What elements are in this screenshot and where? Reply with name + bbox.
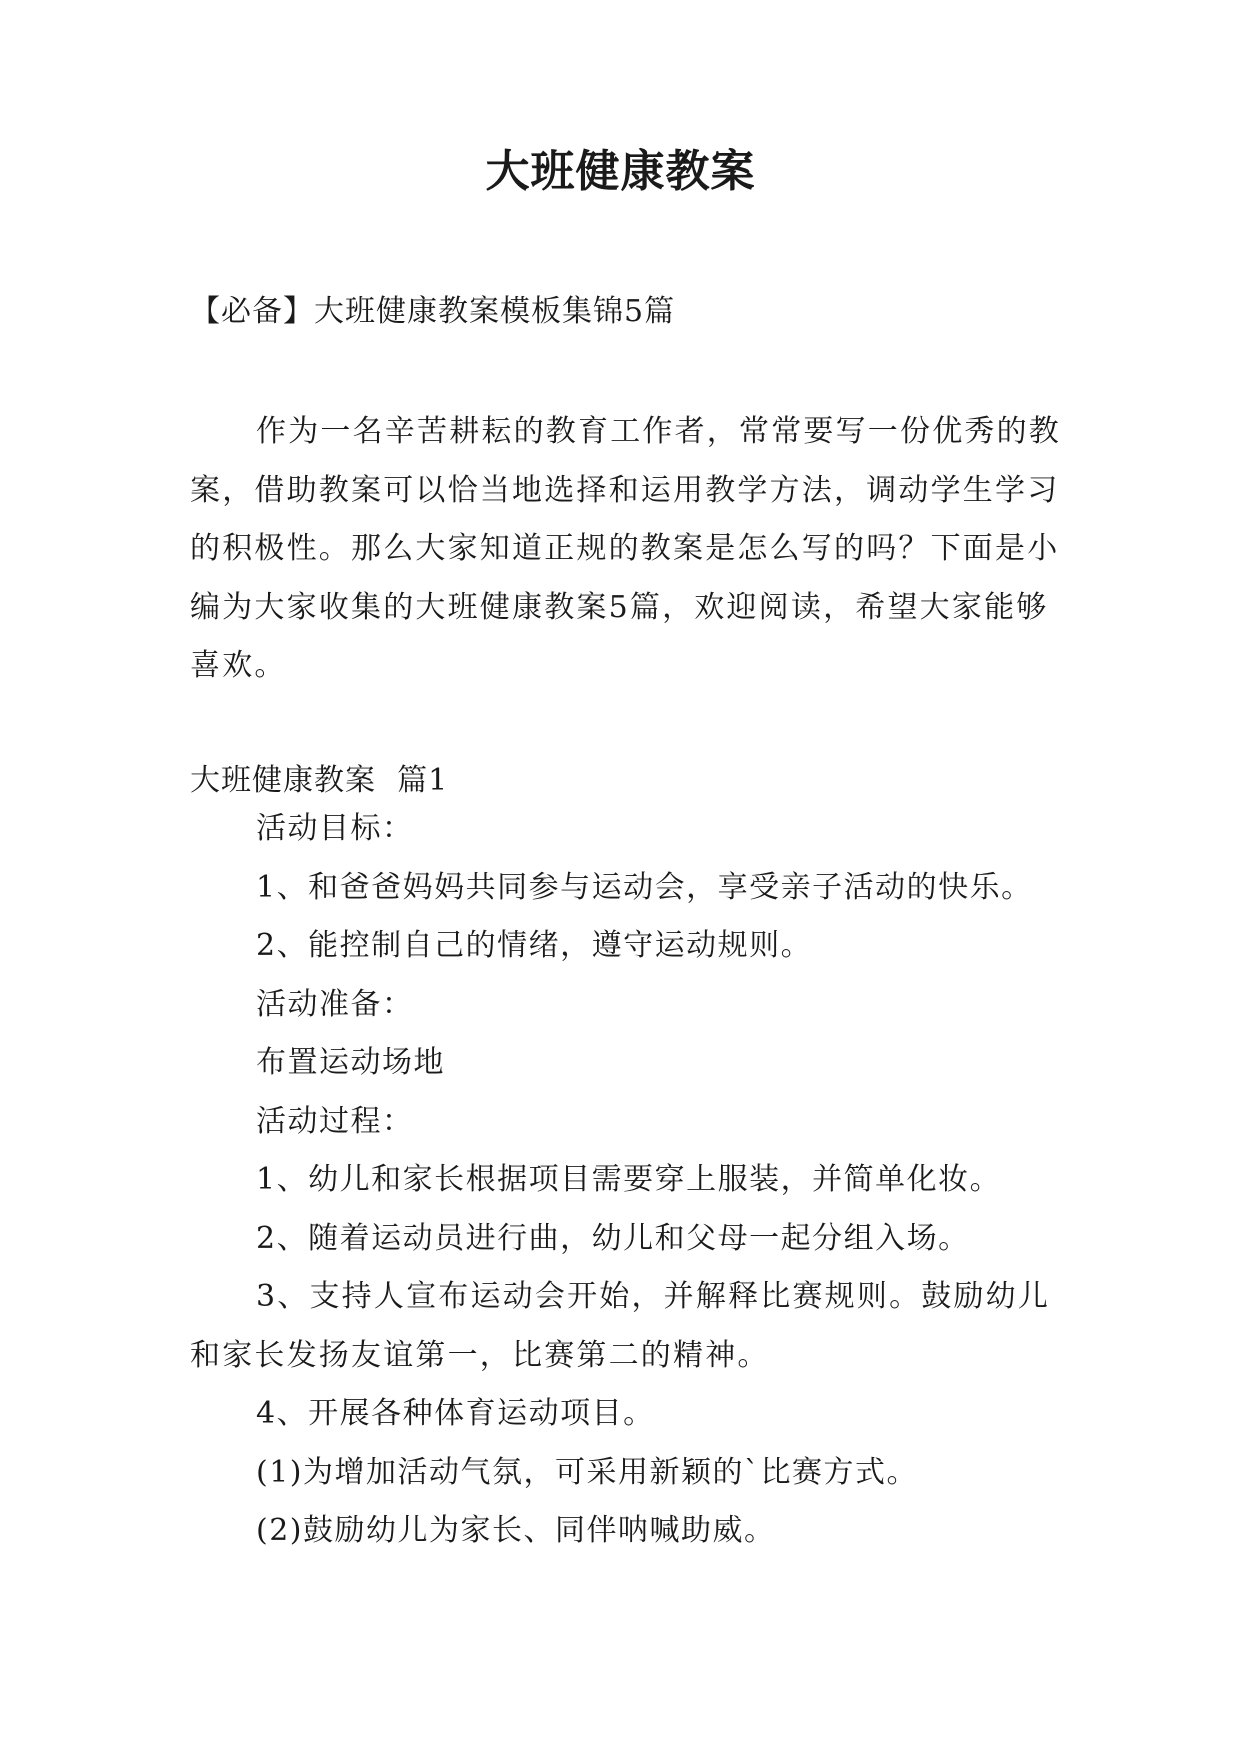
- body-line: 活动目标：: [256, 811, 414, 846]
- body-line: 2、能控制自己的情绪，遵守运动规则。: [256, 928, 813, 963]
- body-line: 布置运动场地: [256, 1045, 445, 1080]
- body-line: 3、支持人宣布运动会开始，并解释比赛规则。鼓励幼儿和家长发扬友谊第一，比赛第二的精神。: [190, 1279, 1051, 1373]
- document-subtitle: 【必备】大班健康教案模板集锦5篇: [190, 294, 676, 329]
- body-line: 4、开展各种体育运动项目。: [256, 1396, 655, 1431]
- section-body: [190, 800, 1080, 1561]
- intro-paragraph: [190, 403, 1070, 696]
- document-title: 大班健康教案: [485, 146, 756, 197]
- body-line: 1、和爸爸妈妈共同参与运动会，享受亲子活动的快乐。: [256, 869, 1033, 905]
- body-line: 2、随着运动员进行曲，幼儿和父母一起分组入场。: [256, 1220, 970, 1256]
- body-line: 活动准备：: [256, 986, 414, 1022]
- intro-text: 作为一名辛苦耕耘的教育工作者，常常要写一份优秀的教案，借助教案可以恰当地选择和运用教学方法，调动学生学习的积极性。那么大家知道正规的教案是怎么写的吗？下面是小编为大家收集的大班健康教案5篇，欢迎阅读，希望大家能够喜欢。: [190, 414, 1061, 683]
- section-heading: 大班健康教案 篇1: [190, 763, 449, 798]
- body-line: (2)鼓励幼儿为家长、同伴呐喊助威。: [256, 1513, 776, 1548]
- body-line: (1)为增加活动气氛，可采用新颖的`比赛方式。: [256, 1454, 918, 1490]
- body-line: 活动过程：: [256, 1103, 414, 1139]
- body-line: 1、幼儿和家长根据项目需要穿上服装，并简单化妆。: [256, 1162, 1002, 1197]
